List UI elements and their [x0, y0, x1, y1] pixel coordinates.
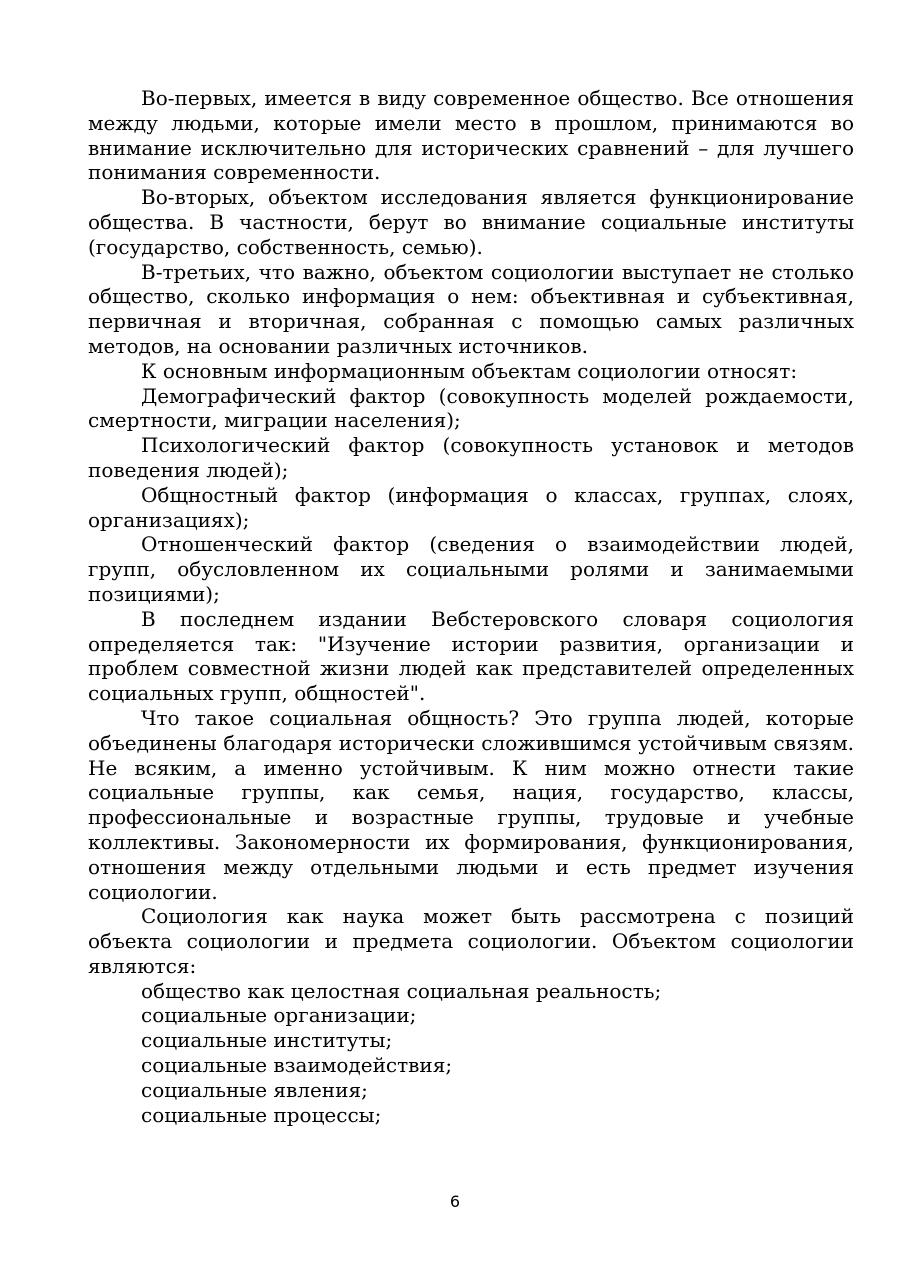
paragraph-5: Демографический фактор (совокупность моделей рождаемости, смертности, миграции населения); [88, 383, 854, 433]
list-item: социальные организации; [141, 1003, 417, 1028]
paragraph-2: Во-вторых, объектом исследования является функционирование общества. В частности, берут во внимание социальные институты (государство, собственность, семью). [88, 185, 854, 259]
object-list [88, 979, 854, 1128]
document-page [88, 86, 854, 1127]
list-item: социальные явления; [141, 1077, 368, 1102]
paragraph-6: Психологический фактор (совокупность установок и методов поведения людей); [88, 433, 854, 482]
paragraph-1: Во-первых, имеется в виду современное общество. Все отношения между людьми, которые имели место в прошлом, принимаются во внимание исключительно для исторических сравнений – для лучшего понимания современности. [88, 86, 854, 185]
page-number: 6 [449, 1192, 461, 1211]
list-item: социальные институты; [141, 1028, 393, 1053]
paragraph-9: В последнем издании Вебстеровского словаря социология определяется так: "Изучение истории развития, организации и проблем совместной жизни людей как представителей определенных социальных групп, общностей". [88, 606, 854, 706]
paragraph-11: Социология как наука может быть рассмотрена с позиций объекта социологии и предмета социологии. Объектом социологии являются: [88, 904, 854, 978]
paragraph-3: В-третьих, что важно, объектом социологии выступает не столько общество, сколько информация о нем: объективная и субъективная, первичная и вторичная, собранная с помощью самых различных методов, на основании различных источников. [88, 259, 854, 358]
paragraph-8: Отношенческий фактор (сведения о взаимодействии людей, групп, обусловленном их социальными ролями и занимаемыми позициями); [88, 532, 854, 606]
list-item: социальные взаимодействия; [141, 1053, 453, 1078]
paragraph-7: Общностный фактор (информация о классах, группах, слоях, организациях); [88, 482, 854, 532]
list-item: общество как целостная социальная реальность; [141, 978, 662, 1003]
paragraph-10: Что такое социальная общность? Это группа людей, которые объединены благодаря исторически сложившимся устойчивым связям. Не всяким, а именно устойчивым. К ним можно отнести такие социальные группы, как семья, нация, государство, классы, профессиональные и возрастные группы, трудовые и учебные коллективы. Закономерности их формирования, функционирования, отношения между отдельными людьми и есть предмет изучения социологии. [88, 705, 854, 904]
paragraph-4: К основным информационным объектам социологии относят: [141, 358, 798, 383]
list-item: социальные процессы; [141, 1102, 382, 1127]
